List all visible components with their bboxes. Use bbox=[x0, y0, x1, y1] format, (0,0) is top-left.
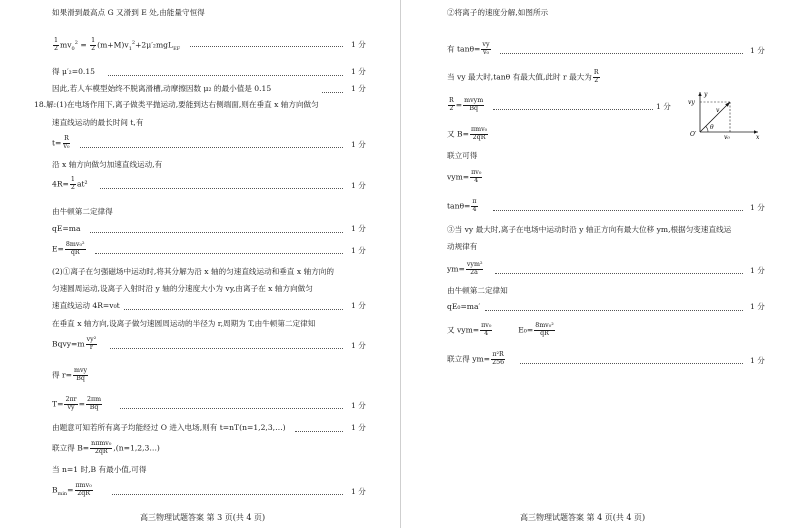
equation-tan: 有 tanθ= $\frac{vy}{\text{v₀}}$ bbox=[447, 41, 490, 57]
equation-newton: qE=ma bbox=[52, 224, 81, 233]
text-line: ②将离子的速度分解,如图所示 bbox=[447, 8, 549, 17]
dot-leader bbox=[485, 310, 743, 311]
dot-leader bbox=[110, 348, 343, 349]
text-line: 由牛顿第二定律知 bbox=[447, 286, 508, 295]
dot-leader bbox=[95, 253, 343, 254]
fraction: $\frac{\text{8mv₀²}}{qR}$ bbox=[65, 241, 85, 257]
score-mark: 1 分 bbox=[351, 246, 366, 255]
fraction: $\frac{\pi}{4}$ bbox=[472, 198, 477, 214]
label-theta: θ bbox=[710, 124, 714, 131]
fraction: $\frac{2\pi r}{vy}$ bbox=[65, 396, 77, 412]
fraction: $\frac{\text{π²R}}{256}$ bbox=[492, 351, 505, 367]
fraction: $\frac{R}{\text{v₀}}$ bbox=[63, 135, 70, 151]
score-mark: 1 分 bbox=[750, 203, 765, 212]
fraction: $\frac{\text{mvy}}{Bq}$ bbox=[74, 367, 88, 383]
fraction: $\frac{\text{nπmv₀}}{2qR}$ bbox=[91, 440, 112, 456]
equation-b-again: 又 B= $\frac{\text{πmv₀}}{2qR}$ bbox=[447, 126, 488, 142]
dot-leader bbox=[495, 273, 743, 274]
score-mark: 1 分 bbox=[351, 67, 366, 76]
equation-field: E= $\frac{\text{8mv₀²}}{qR}$ bbox=[52, 241, 85, 257]
fraction: $\frac{\text{mvym}}{Bq}$ bbox=[464, 97, 484, 113]
page-footer: 高三物理试题答案 第 3 页(共 4 页) bbox=[140, 513, 266, 522]
dot-leader bbox=[100, 188, 343, 189]
score-mark: 1 分 bbox=[351, 301, 366, 310]
dot-leader bbox=[190, 46, 343, 47]
dot-leader bbox=[108, 75, 343, 76]
fraction: $\frac{\text{πv₀}}{4}$ bbox=[471, 169, 482, 185]
velocity-vector bbox=[700, 102, 730, 132]
score-mark: 1 分 bbox=[750, 46, 765, 55]
fraction: $\frac{\text{πv₀}}{4}$ bbox=[481, 322, 492, 338]
dot-leader bbox=[493, 210, 743, 211]
equation-vym: vym= $\frac{\text{πv₀}}{4}$ bbox=[447, 169, 482, 185]
fraction: $\frac{R}{2}$ bbox=[593, 69, 599, 85]
theta-arc bbox=[706, 126, 708, 132]
equation-lorentz: Bqvy=m $\frac{\text{vy²}}{r}$ bbox=[52, 336, 97, 352]
label-vy: vy bbox=[688, 99, 695, 106]
equation-time: t= $\frac{R}{\text{v₀}}$ bbox=[52, 135, 70, 151]
score-mark: 1 分 bbox=[351, 487, 366, 496]
dot-leader bbox=[90, 232, 343, 233]
text-line: 如果滑到最高点 G 又滑到 E 处,由能量守恒得 bbox=[52, 8, 205, 17]
equation-tan-value: tanθ= $\frac{\pi}{4}$ bbox=[447, 198, 477, 214]
dot-leader bbox=[112, 494, 343, 495]
fraction: $\frac{1}{2}$ bbox=[91, 37, 96, 53]
fraction: $\frac{2\pi m}{Bq}$ bbox=[86, 396, 102, 412]
page-divider bbox=[400, 0, 401, 528]
equation-energy: $\frac{1}{2}$ $mv_0^2$ = $\frac{1}{2}$ $(m+M)v_1^2+2\mu'_2mgL_{EF}$ bbox=[54, 37, 181, 53]
text-line: 联立可得 bbox=[447, 151, 478, 160]
dot-leader bbox=[80, 147, 343, 148]
fraction: $\frac{1}{2}$ bbox=[70, 176, 75, 192]
score-mark: 1 分 bbox=[351, 423, 366, 432]
fraction: $\frac{\text{vy²}}{r}$ bbox=[86, 336, 97, 352]
dot-leader bbox=[500, 53, 743, 54]
dot-leader bbox=[120, 408, 343, 409]
score-mark: 1 分 bbox=[351, 341, 366, 350]
dot-leader bbox=[493, 109, 653, 110]
equation-radius: 得 r= $\frac{\text{mvy}}{Bq}$ bbox=[52, 367, 88, 383]
text-line: 得 μ′₂=0.15 bbox=[52, 67, 95, 76]
fraction: $\frac{\text{vym²}}{2a'}$ bbox=[466, 261, 483, 277]
equation-substitutions: 又 vym= $\frac{\text{πv₀}}{4}$ E₀= $\frac{\text{8mv₀²}}{qR}$ bbox=[447, 322, 554, 338]
text-line: 沿 x 轴方向做匀加速直线运动,有 bbox=[52, 160, 163, 169]
equation-b-general: 联立得 B= $\frac{\text{nπmv₀}}{2qR}$ ,(n=1,2,3…) bbox=[52, 440, 160, 456]
fraction: $\frac{R}{2}$ bbox=[449, 97, 454, 113]
label-y: y bbox=[704, 91, 708, 98]
fraction: $\frac{1}{2}$ bbox=[54, 37, 59, 53]
score-mark: 1 分 bbox=[351, 84, 366, 93]
fraction: $\frac{\text{πmv₀}}{2qR}$ bbox=[470, 126, 488, 142]
text-line: 由牛顿第二定律得 bbox=[52, 207, 113, 216]
dot-leader bbox=[295, 431, 343, 432]
equation-displacement: 4R= $\frac{1}{2}$ at² bbox=[52, 176, 88, 192]
equation-r-vym: $\frac{R}{2}$ = $\frac{\text{mvym}}{Bq}$ bbox=[449, 97, 484, 113]
score-mark: 1 分 bbox=[750, 356, 765, 365]
equation-b-min: $B_{min}=$ $\frac{\text{πmv₀}}{2qR}$ bbox=[52, 482, 92, 498]
score-mark: 1 分 bbox=[750, 302, 765, 311]
dot-leader bbox=[124, 309, 343, 310]
dot-leader bbox=[520, 363, 743, 364]
text-line: 匀速圆周运动,设离子入射时沿 y 轴的分速度大小为 vy,由离子在 x 轴方向做匀 bbox=[52, 284, 313, 293]
velocity-diagram bbox=[680, 88, 764, 146]
equation-ym-final: 联立得 ym= $\frac{\text{π²R}}{256}$ bbox=[447, 351, 505, 367]
text-line: 因此,若人车模型始终不脱离滑槽,动摩擦因数 μ₂ 的最小值是 0.15 bbox=[52, 84, 272, 93]
score-mark: 1 分 bbox=[351, 140, 366, 149]
text-line: 当 n=1 时,B 有最小值,可得 bbox=[52, 465, 147, 474]
score-mark: 1 分 bbox=[351, 181, 366, 190]
score-mark: 1 分 bbox=[351, 401, 366, 410]
text-line: 速直线运动的最长时间 t,有 bbox=[52, 118, 144, 127]
fraction: $\frac{\text{πmv₀}}{2qR}$ bbox=[75, 482, 92, 498]
label-v0: v₀ bbox=[724, 134, 730, 141]
text-line: ③当 vy 最大时,离子在电场中运动时沿 y 轴正方向有最大位移 ym,根据匀变速直线运 bbox=[447, 225, 732, 234]
text-line: 18.解:(1)在电场作用下,离子做类平抛运动,要能到达右侧端面,则在垂直 x 轴方向做匀 bbox=[34, 100, 319, 109]
page-footer: 高三物理试题答案 第 4 页(共 4 页) bbox=[520, 513, 646, 522]
dot-leader bbox=[322, 92, 343, 93]
score-mark: 1 分 bbox=[656, 102, 671, 111]
equation-period: T= $\frac{2\pi r}{vy}$ = $\frac{2\pi m}{Bq}$ bbox=[52, 396, 102, 412]
fraction: $\frac{vy}{\text{v₀}}$ bbox=[482, 41, 490, 57]
equation-ym: ym= $\frac{\text{vym²}}{2a'}$ bbox=[447, 261, 483, 277]
text-line-r-max: 当 vy 最大时,tanθ 有最大值,此时 r 最大为 $\frac{R}{2}$ bbox=[447, 69, 599, 85]
label-v: v bbox=[716, 107, 720, 114]
score-mark: 1 分 bbox=[750, 266, 765, 275]
score-mark: 1 分 bbox=[351, 224, 366, 233]
text-line: 速直线运动 4R=v₀t bbox=[52, 301, 120, 310]
fraction: $\frac{\text{8mv₀²}}{qR}$ bbox=[535, 322, 554, 338]
score-mark: 1 分 bbox=[351, 40, 366, 49]
label-x: x bbox=[756, 134, 760, 141]
y-axis-arrow bbox=[698, 92, 701, 96]
text-line: 由题意可知若所有离子均能经过 O 进入电场,则有 t=nT(n=1,2,3,…) bbox=[52, 423, 286, 432]
label-origin: O′ bbox=[690, 131, 697, 138]
text-line: (2)①离子在匀强磁场中运动时,将其分解为沿 x 轴的匀速直线运动和垂直 x 轴方向的 bbox=[52, 267, 334, 276]
equation-newton-2: qE₀=ma′ bbox=[447, 302, 481, 311]
text-line: 在垂直 x 轴方向,设离子做匀速圆周运动的半径为 r,周期为 T,由牛顿第二定律知 bbox=[52, 319, 316, 328]
text-line: 动规律有 bbox=[447, 242, 478, 251]
